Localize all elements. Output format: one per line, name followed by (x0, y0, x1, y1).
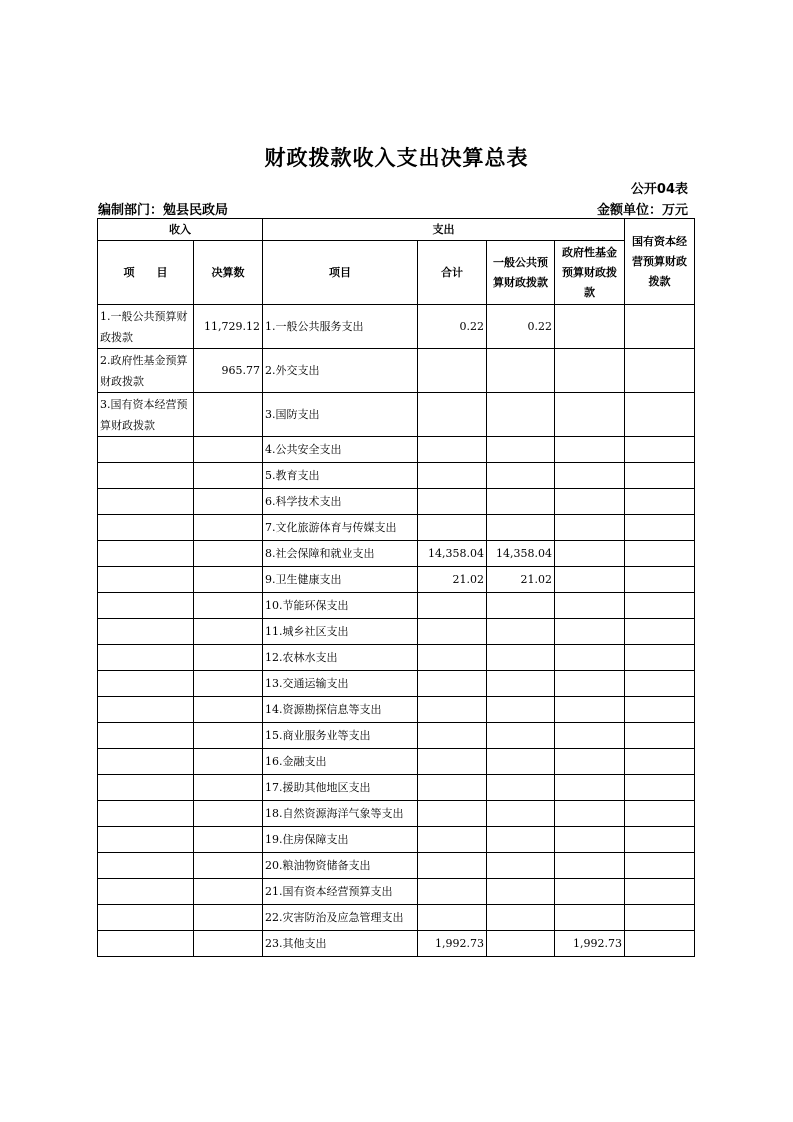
state-capital-amount-cell (625, 801, 695, 827)
expense-item-cell: 13.交通运输支出 (263, 671, 418, 697)
income-amount-cell (194, 593, 263, 619)
gov-fund-amount-cell (555, 567, 625, 593)
total-amount-cell: 0.22 (418, 305, 487, 349)
total-amount-cell: 21.02 (418, 567, 487, 593)
state-capital-amount-cell (625, 697, 695, 723)
income-item-cell (98, 619, 194, 645)
state-capital-amount-cell (625, 463, 695, 489)
general-budget-amount-cell (487, 593, 555, 619)
general-budget-amount-cell (487, 489, 555, 515)
expense-item-cell: 1.一般公共服务支出 (263, 305, 418, 349)
gov-fund-amount-cell (555, 619, 625, 645)
expense-item-cell: 16.金融支出 (263, 749, 418, 775)
general-budget-amount-cell (487, 775, 555, 801)
general-budget-amount-cell (487, 671, 555, 697)
state-capital-amount-cell (625, 645, 695, 671)
general-budget-amount-cell (487, 393, 555, 437)
table-row (98, 749, 695, 775)
gov-fund-amount-cell (555, 775, 625, 801)
income-item-cell (98, 801, 194, 827)
gov-fund-amount-cell (555, 827, 625, 853)
expense-item-cell: 10.节能环保支出 (263, 593, 418, 619)
income-amount-cell (194, 463, 263, 489)
total-amount-cell (418, 853, 487, 879)
income-item-cell (98, 463, 194, 489)
expense-item-cell: 4.公共安全支出 (263, 437, 418, 463)
total-amount-cell (418, 619, 487, 645)
income-item-cell (98, 697, 194, 723)
income-amount-cell (194, 567, 263, 593)
table-row (98, 827, 695, 853)
income-item-cell (98, 853, 194, 879)
expense-item-cell: 7.文化旅游体育与传媒支出 (263, 515, 418, 541)
table-row (98, 879, 695, 905)
expense-item-cell: 20.粮油物资储备支出 (263, 853, 418, 879)
table-row (98, 541, 695, 567)
unit-label: 金额单位：万元 (596, 203, 688, 218)
expense-item-cell: 2.外交支出 (263, 349, 418, 393)
general-budget-amount-cell (487, 931, 555, 957)
table-row (98, 905, 695, 931)
gov-fund-amount-cell (555, 749, 625, 775)
gov-fund-amount-cell (555, 853, 625, 879)
income-amount-cell (194, 645, 263, 671)
total-amount-cell (418, 697, 487, 723)
expense-item-cell: 23.其他支出 (263, 931, 418, 957)
income-amount-cell (194, 931, 263, 957)
gov-fund-amount-cell (555, 515, 625, 541)
table-row (98, 463, 695, 489)
income-item-cell (98, 671, 194, 697)
state-capital-amount-cell (625, 931, 695, 957)
income-amount-cell (194, 393, 263, 437)
general-budget-amount-cell (487, 827, 555, 853)
total-amount-cell (418, 349, 487, 393)
table-row (98, 775, 695, 801)
income-amount-cell: 11,729.12 (194, 305, 263, 349)
income-amount-cell (194, 619, 263, 645)
income-amount-cell (194, 749, 263, 775)
gov-fund-amount-cell (555, 697, 625, 723)
expense-item-cell: 18.自然资源海洋气象等支出 (263, 801, 418, 827)
gov-fund-amount-cell (555, 437, 625, 463)
income-item-cell (98, 827, 194, 853)
total-amount-cell (418, 515, 487, 541)
total-amount-cell (418, 645, 487, 671)
expense-item-cell: 9.卫生健康支出 (263, 567, 418, 593)
total-amount-cell (418, 463, 487, 489)
table-row (98, 515, 695, 541)
income-amount-cell (194, 515, 263, 541)
table-row (98, 853, 695, 879)
expense-item-cell: 19.住房保障支出 (263, 827, 418, 853)
state-capital-header: 国有资本经营预算财政拨款 (625, 219, 695, 305)
income-amount-cell (194, 905, 263, 931)
general-budget-amount-cell: 14,358.04 (487, 541, 555, 567)
table-row (98, 393, 695, 437)
table-row (98, 801, 695, 827)
income-item-cell (98, 567, 194, 593)
income-amount-cell (194, 775, 263, 801)
income-item-cell: 1.一般公共预算财政拨款 (98, 305, 194, 349)
state-capital-amount-cell (625, 515, 695, 541)
general-budget-amount-cell (487, 749, 555, 775)
income-item-cell (98, 541, 194, 567)
general-budget-header: 一般公共预算财政拨款 (487, 241, 555, 305)
income-item-cell (98, 931, 194, 957)
gov-fund-amount-cell: 1,992.73 (555, 931, 625, 957)
expense-item-cell: 12.农林水支出 (263, 645, 418, 671)
income-item-cell: 3.国有资本经营预算财政拨款 (98, 393, 194, 437)
general-budget-amount-cell (487, 349, 555, 393)
table-row (98, 645, 695, 671)
general-budget-amount-cell (487, 905, 555, 931)
state-capital-amount-cell (625, 567, 695, 593)
table-row (98, 349, 695, 393)
income-amount-cell: 965.77 (194, 349, 263, 393)
table-row (98, 671, 695, 697)
gov-fund-amount-cell (555, 905, 625, 931)
state-capital-amount-cell (625, 853, 695, 879)
gov-fund-amount-cell (555, 723, 625, 749)
gov-fund-amount-cell (555, 593, 625, 619)
general-budget-amount-cell: 0.22 (487, 305, 555, 349)
total-amount-cell: 14,358.04 (418, 541, 487, 567)
state-capital-amount-cell (625, 775, 695, 801)
income-amount-cell (194, 879, 263, 905)
total-amount-cell (418, 775, 487, 801)
state-capital-amount-cell (625, 305, 695, 349)
total-amount-cell (418, 801, 487, 827)
expense-item-cell: 22.灾害防治及应急管理支出 (263, 905, 418, 931)
income-item-cell (98, 749, 194, 775)
total-header: 合计 (418, 241, 487, 305)
table-row (98, 593, 695, 619)
gov-fund-amount-cell (555, 541, 625, 567)
department-label: 编制部门：勉县民政局 (98, 203, 229, 218)
state-capital-amount-cell (625, 905, 695, 931)
expense-item-header: 项目 (263, 241, 418, 305)
table-row (98, 305, 695, 349)
general-budget-amount-cell (487, 697, 555, 723)
expense-item-cell: 17.援助其他地区支出 (263, 775, 418, 801)
general-budget-amount-cell (487, 645, 555, 671)
gov-fund-amount-cell (555, 349, 625, 393)
expense-item-cell: 8.社会保障和就业支出 (263, 541, 418, 567)
gov-fund-amount-cell (555, 671, 625, 697)
total-amount-cell (418, 437, 487, 463)
total-amount-cell (418, 749, 487, 775)
total-amount-cell (418, 489, 487, 515)
expense-header: 支出 (263, 219, 625, 241)
form-number: 公开04表 (630, 182, 688, 197)
table-row (98, 697, 695, 723)
general-budget-amount-cell (487, 723, 555, 749)
general-budget-amount-cell: 21.02 (487, 567, 555, 593)
state-capital-amount-cell (625, 723, 695, 749)
income-item-cell (98, 879, 194, 905)
state-capital-amount-cell (625, 619, 695, 645)
income-amount-cell (194, 801, 263, 827)
total-amount-cell (418, 593, 487, 619)
income-amount-cell (194, 437, 263, 463)
state-capital-amount-cell (625, 593, 695, 619)
state-capital-amount-cell (625, 349, 695, 393)
state-capital-amount-cell (625, 541, 695, 567)
general-budget-amount-cell (487, 879, 555, 905)
final-amount-header: 决算数 (194, 241, 263, 305)
total-amount-cell (418, 723, 487, 749)
expense-item-cell: 21.国有资本经营预算支出 (263, 879, 418, 905)
gov-fund-amount-cell (555, 645, 625, 671)
budget-table (97, 218, 695, 957)
expense-item-cell: 5.教育支出 (263, 463, 418, 489)
gov-fund-header: 政府性基金预算财政拨款 (555, 241, 625, 305)
income-item-cell (98, 645, 194, 671)
income-item-cell (98, 515, 194, 541)
general-budget-amount-cell (487, 619, 555, 645)
gov-fund-amount-cell (555, 879, 625, 905)
state-capital-amount-cell (625, 671, 695, 697)
gov-fund-amount-cell (555, 463, 625, 489)
income-amount-cell (194, 489, 263, 515)
gov-fund-amount-cell (555, 393, 625, 437)
income-item-cell (98, 723, 194, 749)
general-budget-amount-cell (487, 463, 555, 489)
general-budget-amount-cell (487, 853, 555, 879)
income-amount-cell (194, 827, 263, 853)
gov-fund-amount-cell (555, 801, 625, 827)
income-item-header: 项 目 (98, 241, 194, 305)
table-row (98, 931, 695, 957)
state-capital-amount-cell (625, 749, 695, 775)
income-amount-cell (194, 697, 263, 723)
income-header: 收入 (98, 219, 263, 241)
table-row (98, 437, 695, 463)
total-amount-cell (418, 671, 487, 697)
income-item-cell (98, 437, 194, 463)
expense-item-cell: 15.商业服务业等支出 (263, 723, 418, 749)
general-budget-amount-cell (487, 515, 555, 541)
income-amount-cell (194, 671, 263, 697)
general-budget-amount-cell (487, 801, 555, 827)
total-amount-cell (418, 879, 487, 905)
income-amount-cell (194, 723, 263, 749)
income-item-cell (98, 775, 194, 801)
state-capital-amount-cell (625, 879, 695, 905)
total-amount-cell (418, 905, 487, 931)
state-capital-amount-cell (625, 393, 695, 437)
table-row (98, 489, 695, 515)
gov-fund-amount-cell (555, 489, 625, 515)
state-capital-amount-cell (625, 437, 695, 463)
table-row (98, 567, 695, 593)
total-amount-cell (418, 393, 487, 437)
table-row (98, 723, 695, 749)
expense-item-cell: 3.国防支出 (263, 393, 418, 437)
general-budget-amount-cell (487, 437, 555, 463)
gov-fund-amount-cell (555, 305, 625, 349)
income-item-cell: 2.政府性基金预算财政拨款 (98, 349, 194, 393)
expense-item-cell: 14.资源勘探信息等支出 (263, 697, 418, 723)
income-item-cell (98, 905, 194, 931)
state-capital-amount-cell (625, 489, 695, 515)
page-title: 财政拨款收入支出决算总表 (264, 146, 529, 170)
income-item-cell (98, 593, 194, 619)
state-capital-amount-cell (625, 827, 695, 853)
total-amount-cell: 1,992.73 (418, 931, 487, 957)
table-row (98, 619, 695, 645)
income-amount-cell (194, 541, 263, 567)
total-amount-cell (418, 827, 487, 853)
income-item-cell (98, 489, 194, 515)
expense-item-cell: 11.城乡社区支出 (263, 619, 418, 645)
expense-item-cell: 6.科学技术支出 (263, 489, 418, 515)
income-amount-cell (194, 853, 263, 879)
